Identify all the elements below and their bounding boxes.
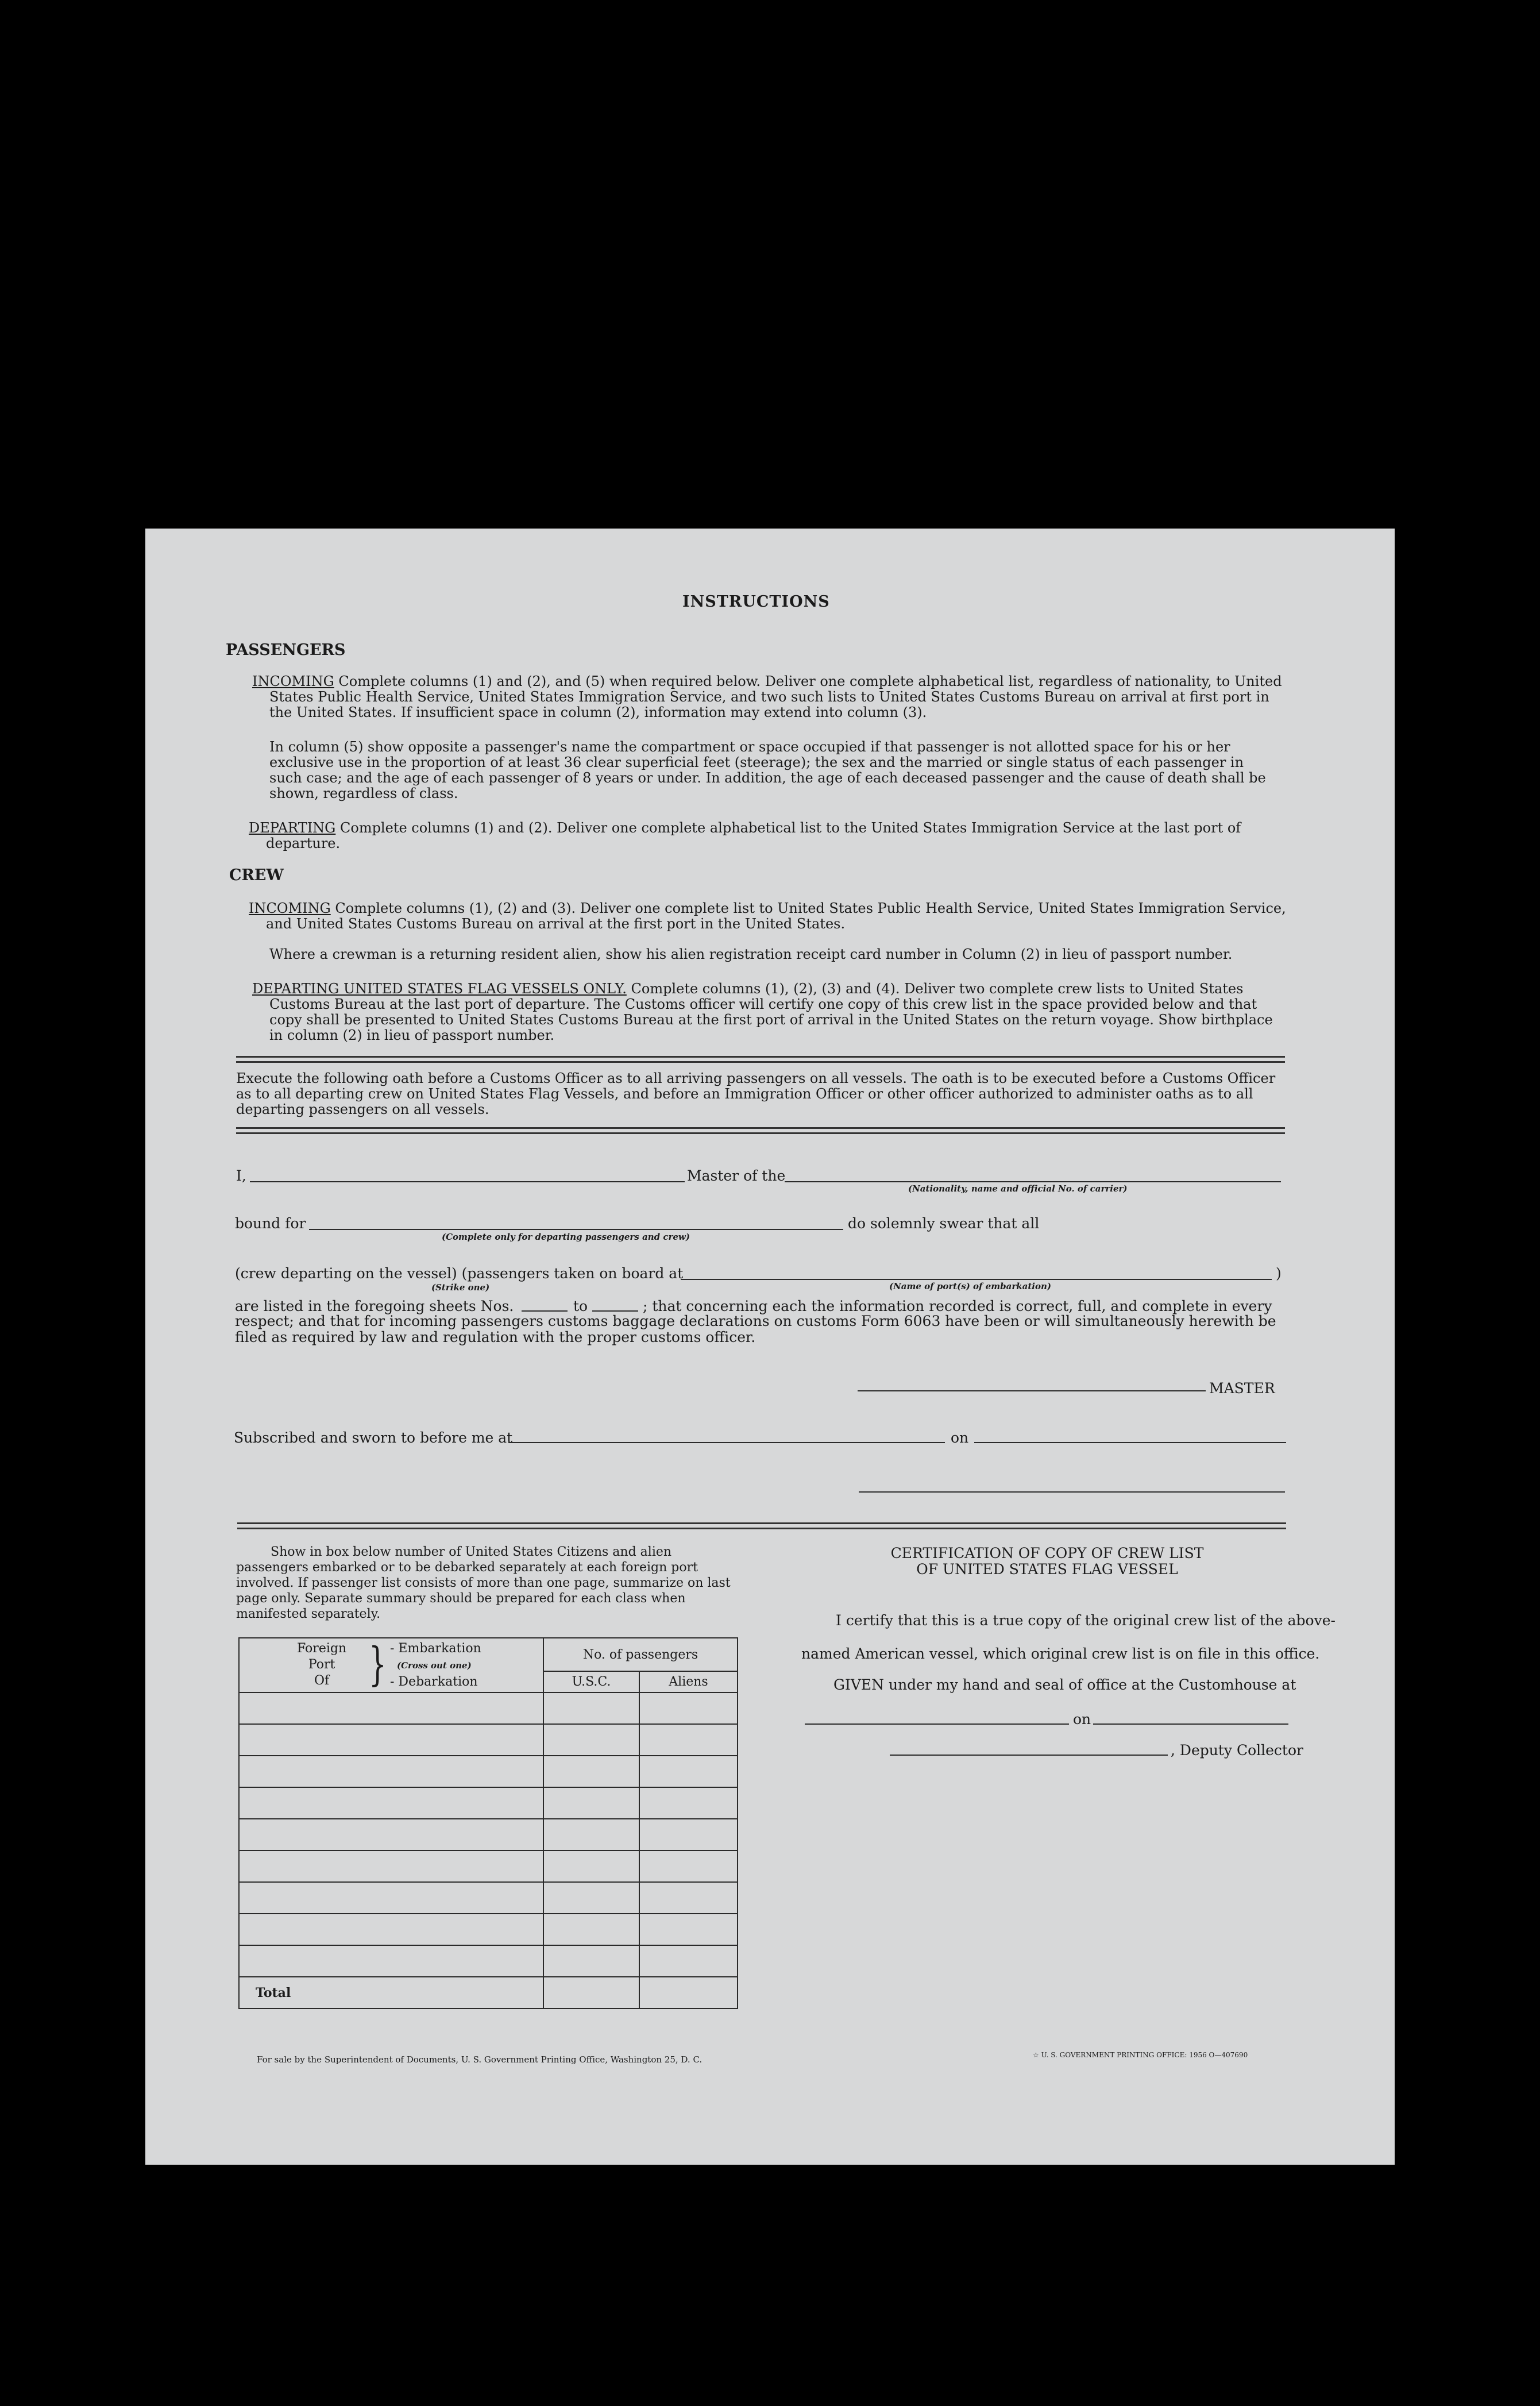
certification-heading-line2: OF UNITED STATES FLAG VESSEL [916,1561,1178,1578]
passengers-incoming-paragraph [252,674,1286,720]
aliens-total-cell[interactable] [639,1977,738,2008]
respect-text: respect; and that for incoming passengers customs baggage declarations on customs Form 6063 have been or will simultaneously herewith be filed as required by law and regulation with the proper customs officer. [235,1313,1276,1345]
footer-left: For sale by the Superintendent of Documents, U. S. Government Printing Office, Washington 25, D. C. [257,2054,703,2065]
divider [236,1127,1285,1134]
incoming-label: INCOMING [252,673,334,689]
table-row [239,1819,738,1850]
departing-label: DEPARTING [249,820,336,836]
port-cell[interactable] [239,1724,543,1756]
cross-out-caption: (Cross out one) [397,1660,472,1671]
debarkation-label: - Debarkation [390,1675,478,1689]
brace-icon: } [369,1637,387,1691]
table-row [239,1724,738,1756]
strike-one-caption: (Strike one) [431,1282,490,1293]
named-text: named American vessel, which original crew list is on file in this office. [801,1645,1320,1662]
aliens-cell[interactable] [639,1756,738,1787]
aliens-cell[interactable] [639,1914,738,1945]
listed-text-a: are listed in the foregoing sheets Nos. [235,1298,514,1314]
sworn-date-field[interactable] [974,1442,1286,1443]
divider [237,1522,1286,1529]
usc-cell[interactable] [543,1914,639,1945]
incoming-text: Complete columns (1) and (2), and (5) when required below. Deliver one complete alphabetical list, regardless of nationality, to United States Public Health Service, United States Immigration Service, and two such lists to United States Customs Bureau on arrival at first port in the United States. If insufficient space in column (2), information may extend into column (3). [269,673,1282,720]
port-cell[interactable] [239,1850,543,1882]
port-label: Port [308,1657,335,1672]
crew-departing-text: Complete columns (1), (2), (3) and (4). Deliver two complete crew lists to United States Customs Bureau at the last port of departure. The Customs officer will certify one copy of this crew list in the space provided below and that copy shall be presented to United States Customs Bureau at the first port of arrival in the United States on the return voyage. Show birthplace in column (2) in lieu of passport number. [269,981,1273,1043]
oath-intro: Execute the following oath before a Customs Officer as to all arriving passengers on all vessels. The oath is to be executed before a Customs Officer as to all departing crew on United States Flag Vessels, and before an Immigration Officer or other officer authorized to administer oaths as to all departing passengers on all vessels. [236,1070,1276,1117]
summary-note: Show in box below number of United States Citizens and alien passengers embarked or to be debarked separately at each foreign port involved. If passenger list consists of more than one page, summarize on last page only. Separate summary should be prepared for each class when manifested separately. [236,1545,731,1621]
table-row [239,1882,738,1914]
usc-cell[interactable] [543,1756,639,1787]
usc-cell[interactable] [543,1882,639,1914]
master-name-field[interactable] [250,1181,685,1182]
crew-departing-label: DEPARTING UNITED STATES FLAG VESSELS ONLY. [252,981,627,997]
divider [236,1056,1285,1063]
complete-only-caption: (Complete only for departing passengers and crew) [442,1232,690,1242]
passengers-departing-paragraph [249,820,1286,851]
cert-on-label: on [1073,1711,1091,1728]
of-label: Of [314,1674,330,1688]
aliens-cell[interactable] [639,1850,738,1882]
bound-for-label: bound for [235,1215,306,1232]
departing-text: Complete columns (1) and (2). Deliver one complete alphabetical list to the United States Immigration Service at the last port of departure. [266,820,1241,851]
usc-header: U.S.C. [543,1671,639,1692]
deputy-signature-field[interactable] [890,1755,1168,1756]
no-passengers-header: No. of passengers [543,1638,738,1671]
table-row [239,1692,738,1724]
carrier-field[interactable] [785,1181,1281,1182]
subscribed-label: Subscribed and sworn to before me at [234,1429,513,1446]
aliens-cell[interactable] [639,1724,738,1756]
certification-heading [846,1545,1248,1578]
port-embarkation-field[interactable] [681,1279,1272,1280]
usc-cell[interactable] [543,1819,639,1850]
listed-to: to [573,1298,588,1314]
table-row [239,1945,738,1977]
crew-departing-paragraph [252,981,1286,1043]
port-cell[interactable] [239,1756,543,1787]
certification-heading-line1: CERTIFICATION OF COPY OF CREW LIST [890,1545,1204,1561]
usc-cell[interactable] [543,1850,639,1882]
crewman-paragraph: Where a crewman is a returning resident alien, show his alien registration receipt card number in Column (2) in lieu of passport number. [269,946,1233,962]
footer-right: ☆ U. S. GOVERNMENT PRINTING OFFICE: 1956 O—407690 [1033,2051,1248,2059]
port-cell[interactable] [239,1945,543,1977]
aliens-cell[interactable] [639,1692,738,1724]
crew-incoming-paragraph [249,901,1286,932]
close-paren: ) [1276,1265,1282,1282]
bound-for-field[interactable] [309,1229,843,1230]
nationality-caption: (Nationality, name and official No. of carrier) [908,1183,1128,1194]
crew-heading: CREW [229,866,284,884]
table-row [239,1756,738,1787]
aliens-cell[interactable] [639,1882,738,1914]
embarkation-label: - Embarkation [390,1641,481,1656]
passenger-summary-table [238,1637,738,2009]
crew-departing-text: (crew departing on the vessel) (passengers taken on board at [235,1265,684,1282]
master-of-the-label: Master of the [687,1167,786,1184]
passengers-heading: PASSENGERS [226,641,346,659]
port-cell[interactable] [239,1882,543,1914]
sworn-place-field[interactable] [508,1442,945,1443]
aliens-cell[interactable] [639,1787,738,1819]
name-ports-caption: (Name of port(s) of embarkation) [889,1281,1051,1291]
sheet-to-field[interactable] [592,1310,638,1312]
master-label: MASTER [1209,1380,1275,1397]
deputy-collector-label: , Deputy Collector [1171,1742,1303,1759]
total-label: Total [239,1977,543,2008]
form-page [145,529,1395,2165]
crew-incoming-text: Complete columns (1), (2) and (3). Deliver one complete list to United States Public Health Service, United States Immigration Service, and United States Customs Bureau on arrival at the first port in the United States. [266,900,1286,932]
aliens-cell[interactable] [639,1945,738,1977]
instructions-title: INSTRUCTIONS [682,593,830,611]
total-row [239,1977,738,2008]
cert-date-field[interactable] [1093,1723,1288,1725]
port-cell[interactable] [239,1692,543,1724]
usc-cell[interactable] [543,1945,639,1977]
customhouse-field[interactable] [805,1723,1069,1725]
given-text: GIVEN under my hand and seal of office at the Customhouse at [833,1676,1296,1693]
sheet-from-field[interactable] [522,1310,568,1312]
officer-signature-field[interactable] [859,1491,1285,1493]
certify-text: I certify that this is a true copy of the original crew list of the above- [836,1612,1336,1629]
foreign-label: Foreign [297,1641,347,1656]
swear-text: do solemnly swear that all [848,1215,1040,1232]
port-cell[interactable] [239,1819,543,1850]
table-row [239,1914,738,1945]
usc-cell[interactable] [543,1787,639,1819]
usc-cell[interactable] [543,1692,639,1724]
i-label: I, [236,1167,246,1184]
usc-total-cell[interactable] [543,1977,639,2008]
master-signature-field[interactable] [858,1390,1206,1391]
aliens-cell[interactable] [639,1819,738,1850]
aliens-header: Aliens [639,1671,738,1692]
table-row [239,1787,738,1819]
usc-cell[interactable] [543,1724,639,1756]
listed-text-b: ; that concerning each the information recorded is correct, full, and complete in every [643,1298,1272,1314]
crew-incoming-label: INCOMING [249,900,331,916]
port-cell[interactable] [239,1787,543,1819]
table-row [239,1850,738,1882]
column5-paragraph: In column (5) show opposite a passenger's name the compartment or space occupied if that passenger is not allotted space for his or her exclusive use in the proportion of at least 36 clear superficial feet (steerage); the sex and the married or single status of each passenger in such case; and the age of each passenger of 8 years or under. In addition, the age of each deceased passenger and the cause of death shall be shown, regardless of class. [269,739,1266,801]
port-cell[interactable] [239,1914,543,1945]
sworn-on-label: on [951,1429,969,1446]
port-header-cell [239,1638,543,1692]
